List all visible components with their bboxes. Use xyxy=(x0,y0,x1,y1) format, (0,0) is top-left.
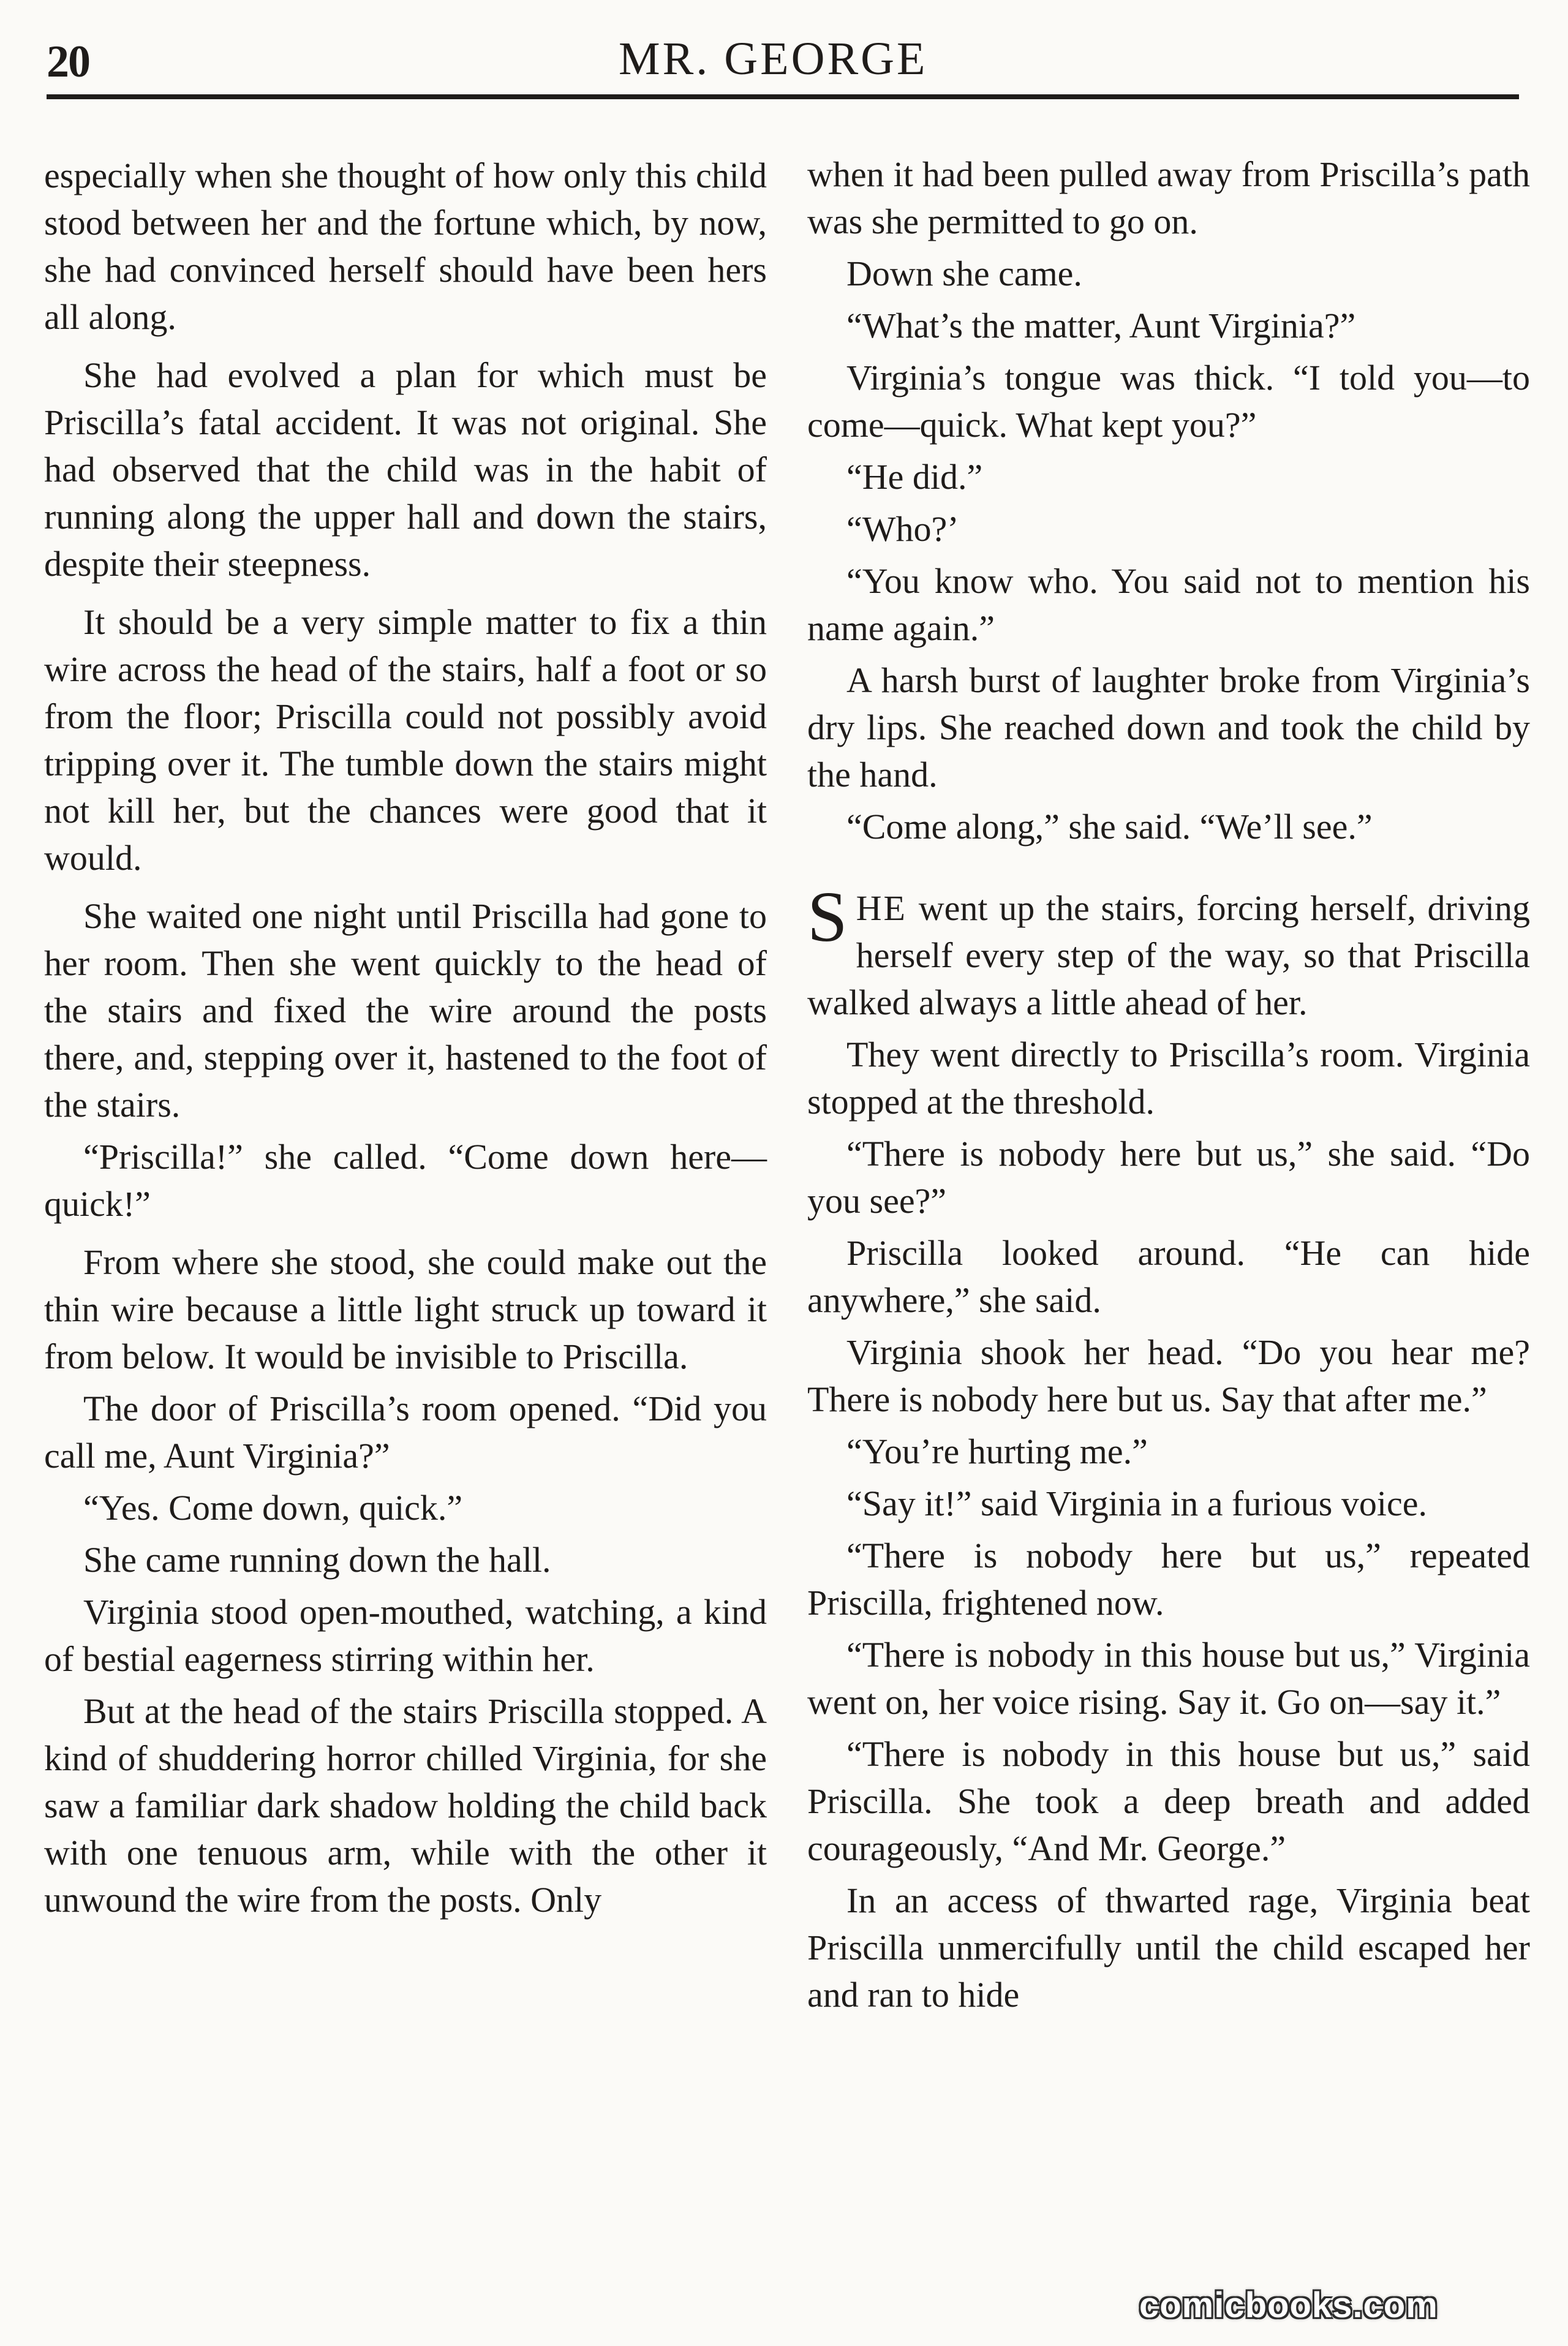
paragraph: “Who?’ xyxy=(846,509,959,549)
paragraph: “There is nobody in this house but us,” Virginia went on, her voice rising. Say it. Go on—say it.” xyxy=(807,1635,1530,1722)
section-first-word: HE xyxy=(856,888,907,928)
paragraph: They went directly to Priscilla’s room. Virginia stopped at the threshold. xyxy=(807,1035,1530,1122)
paragraph: She came running down the hall. xyxy=(83,1540,551,1580)
paragraph: But at the head of the stairs Priscilla stopped. A kind of shuddering horror chilled Virginia, for she saw a familiar dark shadow holding the child back with one tenuous arm, while with the other it unwound the wire from the posts. Only xyxy=(44,1691,767,1920)
paragraph: “You’re hurting me.” xyxy=(846,1431,1148,1471)
paragraph: “You know who. You said not to mention his name again.” xyxy=(807,561,1530,648)
paragraph: “Come along,” she said. “We’ll see.” xyxy=(846,807,1373,847)
paragraph: “Priscilla!” she called. “Come down here—quick!” xyxy=(44,1137,767,1224)
left-column xyxy=(44,152,767,1928)
paragraph: “There is nobody here but us,” she said. “Do you see?” xyxy=(807,1134,1530,1221)
paragraph: Virginia’s tongue was thick. “I told you—to come—quick. What kept you?” xyxy=(807,358,1530,445)
paragraph: Virginia shook her head. “Do you hear me? There is nobody here but us. Say that after me.” xyxy=(807,1332,1530,1419)
paragraph: when it had been pulled away from Priscilla’s path was she permitted to go on. xyxy=(807,154,1530,241)
paragraph: She had evolved a plan for which must be Priscilla’s fatal accident. It was not original. She had observed that the child was in the habit of running along the upper hall and down the stairs, despite their steepness. xyxy=(44,355,767,584)
paragraph: A harsh burst of laughter broke from Virginia’s dry lips. She reached down and took the child by the hand. xyxy=(807,660,1530,794)
drop-cap: S xyxy=(807,877,848,957)
page-number: 20 xyxy=(47,37,89,87)
paragraph: “Yes. Come down, quick.” xyxy=(83,1488,463,1528)
paragraph: Priscilla looked around. “He can hide anywhere,” she said. xyxy=(807,1233,1530,1320)
paragraph: The door of Priscilla’s room opened. “Did you call me, Aunt Virginia?” xyxy=(44,1389,767,1476)
running-title: MR. GEORGE xyxy=(619,33,928,85)
paragraph: “There is nobody in this house but us,” said Priscilla. She took a deep breath and added courageously, “And Mr. George.” xyxy=(807,1734,1530,1868)
paragraph: In an access of thwarted rage, Virginia beat Priscilla unmercifully until the child escaped her and ran to hide xyxy=(807,1880,1530,2015)
paragraph: especially when she thought of how only this child stood between her and the fortune which, by now, she had convinced herself should have been hers all along. xyxy=(44,156,767,337)
watermark: comicbooks.com xyxy=(1139,2285,1438,2325)
paragraph: “What’s the matter, Aunt Virginia?” xyxy=(846,306,1356,345)
paragraph: “There is nobody here but us,” repeated Priscilla, frightened now. xyxy=(807,1536,1530,1623)
paragraph: It should be a very simple matter to fix a thin wire across the head of the stairs, half a foot or so from the floor; Priscilla could not possibly avoid tripping over it. The tumble down the stairs might not kill her, but the chances were good that it would. xyxy=(44,602,767,878)
paragraph: “Say it!” said Virginia in a furious voice. xyxy=(846,1484,1427,1523)
right-column xyxy=(807,151,1530,2023)
section-opening-paragraph xyxy=(807,877,1530,1026)
paragraph: Virginia stood open-mouthed, watching, a kind of bestial eagerness stirring within her. xyxy=(44,1592,767,1679)
section-first-text: went up the stairs, forcing herself, driving herself every step of the way, so that Priscilla walked always a little ahead of her. xyxy=(807,888,1530,1022)
paragraph: From where she stood, she could make out the thin wire because a little light struck up toward it from below. It would be invisible to Priscilla. xyxy=(44,1242,767,1376)
paragraph: Down she came. xyxy=(846,254,1082,293)
paragraph: She waited one night until Priscilla had gone to her room. Then she went quickly to the head of the stairs and fixed the wire around the posts there, and, stepping over it, hastened to the foot of the stairs. xyxy=(44,896,767,1125)
header-rule xyxy=(47,94,1519,99)
paragraph: “He did.” xyxy=(846,457,983,497)
